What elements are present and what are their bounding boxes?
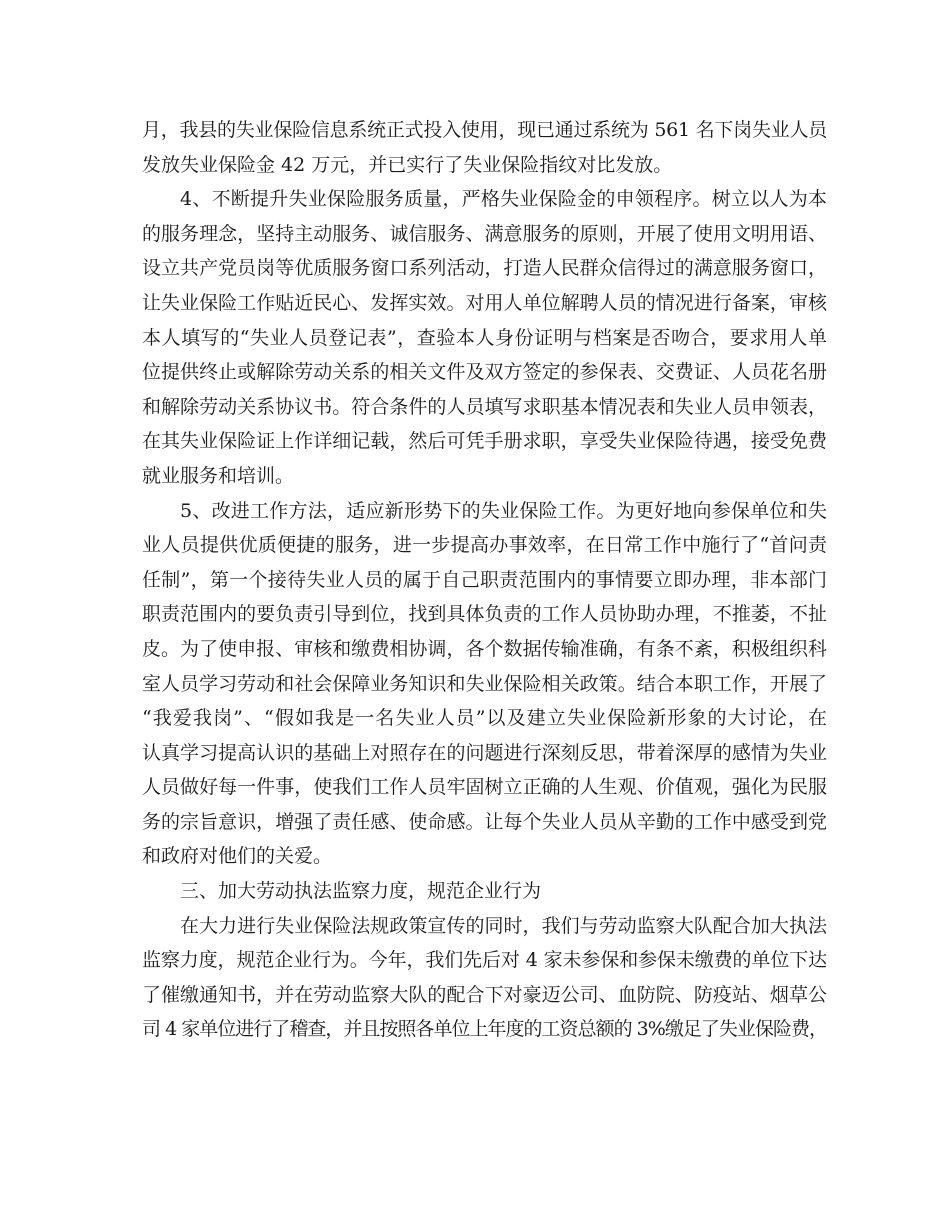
text-line: 的服务理念，坚持主动服务、诚信服务、满意服务的原则，开展了使用文明用语、 bbox=[142, 222, 827, 245]
text-line: 在大力进行失业保险法规政策宣传的同时，我们与劳动监察大队配合加大执法 bbox=[180, 914, 827, 937]
text-line: 皮。为了使申报、审核和缴费相协调，各个数据传输准确，有条不紊，积极组织科 bbox=[142, 637, 827, 660]
text-line: 人员做好每一件事，使我们工作人员牢固树立正确的人生观、价值观，强化为民服 bbox=[142, 776, 827, 799]
text-line: 就业服务和培训。 bbox=[142, 464, 295, 487]
document-body bbox=[142, 113, 827, 1047]
text-line: 司 4 家单位进行了稽查，并且按照各单位上年度的工资总额的 3%缴足了失业保险费， bbox=[142, 1018, 827, 1041]
text-line: 和解除劳动关系协议书。符合条件的人员填写求职基本情况表和失业人员申领表， bbox=[142, 395, 827, 418]
text-line: 监察力度，规范企业行为。今年，我们先后对 4 家未参保和参保未缴费的单位下达 bbox=[142, 949, 827, 972]
text-line: 任制”，第一个接待失业人员的属于自己职责范围内的事情要立即办理，非本部门 bbox=[142, 568, 827, 591]
text-line: “我爱我岗”、“假如我是一名失业人员”以及建立失业保险新形象的大讨论，在 bbox=[142, 707, 827, 730]
text-line: 设立共产党员岗等优质服务窗口系列活动，打造人民群众信得过的满意服务窗口， bbox=[142, 257, 827, 280]
text-line: 三、加大劳动执法监察力度，规范企业行为 bbox=[180, 880, 542, 903]
text-line: 位提供终止或解除劳动关系的相关文件及双方签定的参保表、交费证、人员花名册 bbox=[142, 361, 827, 384]
text-line: 认真学习提高认识的基础上对照存在的问题进行深刻反思，带着深厚的感情为失业 bbox=[142, 741, 827, 764]
text-line: 4、不断提升失业保险服务质量，严格失业保险金的申领程序。树立以人为本 bbox=[180, 188, 827, 211]
text-line: 了催缴通知书，并在劳动监察大队的配合下对豪迈公司、血防院、防疫站、烟草公 bbox=[142, 983, 827, 1006]
text-line: 让失业保险工作贴近民心、发挥实效。对用人单位解聘人员的情况进行备案，审核 bbox=[142, 291, 827, 314]
text-line: 和政府对他们的关爱。 bbox=[142, 845, 333, 868]
text-line: 发放失业保险金 42 万元，并已实行了失业保险指纹对比发放。 bbox=[142, 153, 673, 176]
text-line: 业人员提供优质便捷的服务，进一步提高办事效率，在日常工作中施行了“首问责 bbox=[142, 534, 827, 557]
text-line: 在其失业保险证上作详细记载，然后可凭手册求职，享受失业保险待遇，接受免费 bbox=[142, 430, 827, 453]
text-line: 月，我县的失业保险信息系统正式投入使用，现已通过系统为 561 名下岗失业人员 bbox=[142, 119, 827, 141]
text-line: 职责范围内的要负责引导到位，找到具体负责的工作人员协助办理，不推萎，不扯 bbox=[142, 603, 827, 626]
text-line: 室人员学习劳动和社会保障业务知识和失业保险相关政策。结合本职工作，开展了 bbox=[142, 672, 827, 695]
text-line: 本人填写的“失业人员登记表”，查验本人身份证明与档案是否吻合，要求用人单 bbox=[142, 326, 827, 349]
text-line: 5、改进工作方法，适应新形势下的失业保险工作。为更好地向参保单位和失 bbox=[180, 499, 827, 522]
text-line: 务的宗旨意识，增强了责任感、使命感。让每个失业人员从辛勤的工作中感受到党 bbox=[142, 810, 827, 833]
